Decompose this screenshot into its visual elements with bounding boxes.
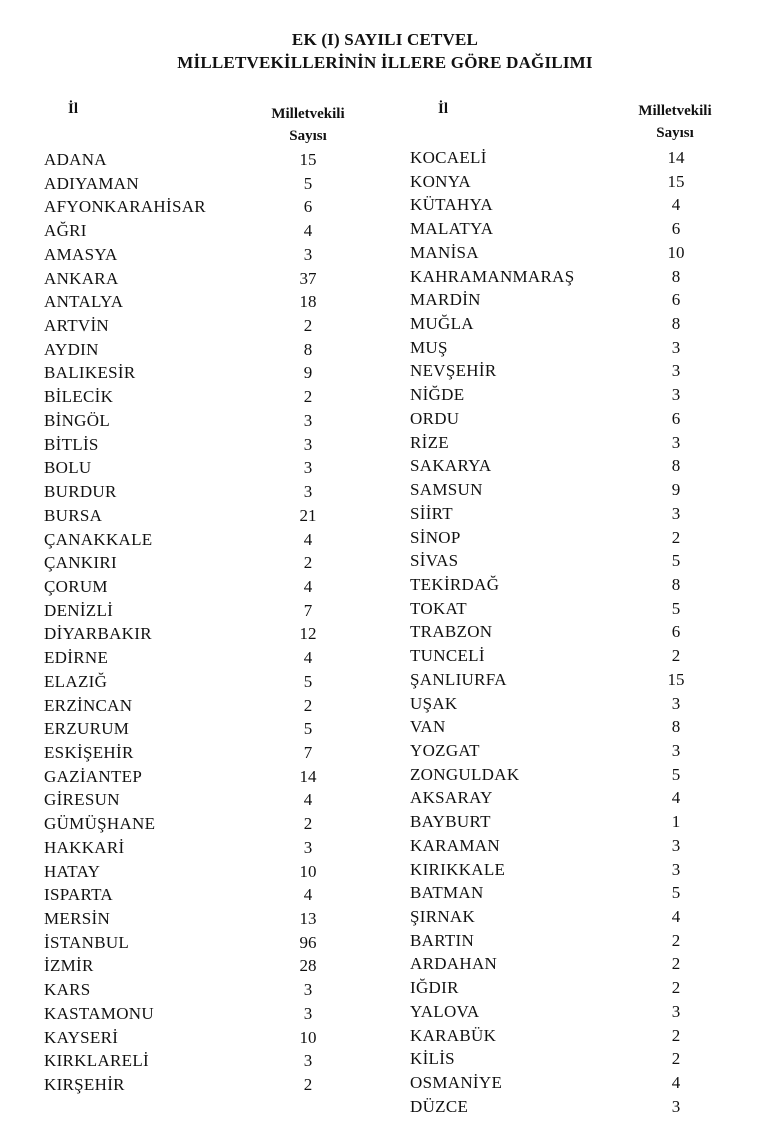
province-name: MUĞLA — [410, 314, 474, 334]
province-name: BOLU — [44, 458, 92, 478]
deputy-count: 3 — [671, 385, 681, 405]
deputy-count: 3 — [671, 1096, 681, 1116]
table-row — [410, 1024, 710, 1048]
province-name: SİVAS — [410, 551, 459, 571]
province-name: KARS — [44, 980, 91, 1000]
left-header-count-line2: Sayısı — [289, 128, 327, 144]
deputy-count: 7 — [303, 743, 313, 762]
table-row — [44, 717, 344, 741]
deputy-count: 5 — [303, 173, 313, 193]
province-name: ZONGULDAK — [410, 764, 520, 784]
province-name: ÇANKIRI — [44, 553, 117, 573]
province-name: MERSİN — [44, 909, 111, 929]
table-row — [44, 456, 344, 480]
province-name: ÇORUM — [44, 576, 108, 596]
province-name: ERZİNCAN — [44, 695, 133, 715]
table-row — [410, 1095, 710, 1119]
deputy-count: 5 — [671, 551, 681, 571]
deputy-count: 3 — [303, 458, 313, 478]
table-row — [44, 575, 344, 599]
table-row — [410, 810, 710, 834]
province-name: SİNOP — [410, 527, 461, 547]
deputy-count: 1 — [671, 812, 681, 832]
province-name: MARDİN — [410, 290, 481, 310]
province-name: KOCAELİ — [410, 148, 487, 167]
deputy-count: 3 — [671, 859, 681, 879]
province-name: TUNCELİ — [410, 646, 485, 666]
table-row — [410, 739, 710, 763]
province-name: DENİZLİ — [44, 600, 114, 620]
table-row — [44, 694, 344, 718]
deputy-count: 96 — [299, 932, 317, 952]
deputy-count: 3 — [671, 1001, 681, 1021]
deputy-count: 5 — [671, 764, 681, 784]
table-row — [44, 1002, 344, 1026]
table-row — [410, 170, 710, 194]
deputy-count: 3 — [671, 741, 681, 760]
province-name: ANKARA — [44, 268, 119, 288]
deputy-count: 3 — [303, 980, 313, 1000]
table-row — [44, 385, 344, 409]
province-name: AĞRI — [44, 221, 87, 241]
deputy-count: 3 — [671, 432, 681, 452]
table-row — [44, 1073, 344, 1097]
table-row — [44, 741, 344, 765]
province-name: HAKKARİ — [44, 837, 125, 857]
province-name: AKSARAY — [410, 788, 493, 808]
deputy-count: 3 — [671, 361, 681, 381]
table-row — [44, 195, 344, 219]
deputy-count: 3 — [671, 835, 681, 855]
table-row — [44, 670, 344, 694]
table-row — [44, 1049, 344, 1073]
deputy-count: 4 — [671, 195, 681, 215]
title-line-2: MİLLETVEKİLLERİNİN İLLERE GÖRE DAĞILIMI — [177, 53, 593, 72]
table-row — [410, 858, 710, 882]
table-row — [410, 478, 710, 502]
deputy-count: 4 — [671, 907, 681, 927]
table-row — [44, 409, 344, 433]
table-row — [410, 620, 710, 644]
deputy-count: 2 — [303, 387, 313, 407]
deputy-count: 2 — [671, 954, 681, 974]
left-header-count — [248, 103, 368, 147]
table-row — [410, 644, 710, 668]
deputy-count: 3 — [303, 1051, 313, 1071]
table-row — [410, 834, 710, 858]
deputy-count: 5 — [671, 883, 681, 903]
province-name: TOKAT — [410, 598, 467, 618]
table-row — [410, 359, 710, 383]
province-name: ŞIRNAK — [410, 907, 476, 927]
table-row — [44, 954, 344, 978]
deputy-count: 15 — [667, 171, 685, 191]
deputy-count: 2 — [303, 695, 313, 715]
table-row — [410, 526, 710, 550]
deputy-count: 2 — [671, 978, 681, 998]
table-row — [410, 715, 710, 739]
deputy-count: 3 — [303, 837, 313, 857]
deputy-count: 4 — [303, 885, 313, 905]
table-row — [44, 622, 344, 646]
table-row — [410, 1071, 710, 1095]
table-row — [410, 336, 710, 360]
deputy-count: 10 — [299, 861, 317, 881]
table-row — [44, 361, 344, 385]
province-name: KONYA — [410, 171, 471, 191]
deputy-count: 6 — [671, 622, 681, 642]
table-row — [410, 431, 710, 455]
deputy-count: 3 — [671, 503, 681, 523]
province-name: KIRŞEHİR — [44, 1075, 125, 1095]
table-row — [410, 1047, 710, 1071]
province-name: VAN — [410, 717, 446, 737]
deputy-count: 3 — [303, 482, 313, 502]
province-name: YOZGAT — [410, 741, 480, 760]
province-name: OSMANİYE — [410, 1073, 503, 1093]
province-name: KAHRAMANMARAŞ — [410, 266, 575, 286]
province-name: BAYBURT — [410, 812, 491, 832]
table-row — [410, 146, 710, 170]
province-name: MUŞ — [410, 337, 448, 357]
province-name: ARDAHAN — [410, 954, 498, 974]
right-header-count — [615, 100, 735, 144]
deputy-count: 8 — [671, 456, 681, 476]
deputy-count: 4 — [303, 576, 313, 596]
table-row — [44, 646, 344, 670]
table-row — [44, 836, 344, 860]
table-row — [44, 290, 344, 314]
deputy-count: 4 — [303, 529, 313, 549]
deputy-count: 8 — [671, 717, 681, 737]
province-name: BARTIN — [410, 930, 475, 950]
table-row — [410, 692, 710, 716]
deputy-count: 3 — [671, 693, 681, 713]
deputy-count: 5 — [303, 719, 313, 739]
province-name: EDİRNE — [44, 648, 109, 668]
table-row — [44, 907, 344, 931]
table-row — [410, 929, 710, 953]
deputy-count: 4 — [303, 648, 313, 668]
table-row — [44, 219, 344, 243]
province-name: MALATYA — [410, 219, 494, 239]
province-name: ISPARTA — [44, 885, 114, 905]
deputy-count: 6 — [671, 219, 681, 239]
table-row — [44, 978, 344, 1002]
table-row — [410, 288, 710, 312]
deputy-count: 3 — [671, 337, 681, 357]
table-row — [44, 812, 344, 836]
province-name: AFYONKARAHİSAR — [44, 197, 206, 217]
table-row — [410, 241, 710, 265]
province-name: DÜZCE — [410, 1096, 469, 1116]
table-row — [44, 765, 344, 789]
province-name: KASTAMONU — [44, 1003, 154, 1023]
left-header-il: İl — [67, 101, 78, 117]
deputy-count: 2 — [303, 814, 313, 834]
deputy-count: 10 — [667, 242, 685, 262]
province-name: KÜTAHYA — [410, 195, 493, 215]
table-row — [410, 668, 710, 692]
province-name: ERZURUM — [44, 719, 130, 739]
deputy-count: 6 — [303, 197, 313, 217]
table-row — [410, 976, 710, 1000]
table-row — [410, 573, 710, 597]
province-name: ANTALYA — [44, 292, 124, 312]
province-name: ARTVİN — [44, 316, 109, 336]
deputy-count: 37 — [299, 268, 317, 288]
deputy-count: 8 — [671, 314, 681, 334]
province-name: NEVŞEHİR — [410, 361, 497, 381]
province-name: MANİSA — [410, 242, 479, 262]
province-name: DİYARBAKIR — [44, 624, 152, 644]
table-row — [410, 763, 710, 787]
deputy-count: 4 — [303, 790, 313, 810]
table-row — [410, 1000, 710, 1024]
province-name: BİLECİK — [44, 387, 114, 407]
table-row — [44, 883, 344, 907]
table-row — [44, 267, 344, 291]
table-row — [44, 314, 344, 338]
province-name: İSTANBUL — [44, 932, 130, 952]
deputy-count: 5 — [303, 671, 313, 691]
province-name: KARABÜK — [410, 1025, 497, 1045]
province-name: TRABZON — [410, 622, 493, 642]
table-row — [44, 551, 344, 575]
province-name: GAZİANTEP — [44, 766, 143, 786]
table-row — [44, 1026, 344, 1050]
deputy-count: 28 — [299, 956, 317, 976]
province-name: ADANA — [44, 150, 107, 169]
table-row — [410, 383, 710, 407]
province-name: UŞAK — [410, 693, 458, 713]
deputy-count: 2 — [303, 316, 313, 336]
province-name: ESKİŞEHİR — [44, 743, 134, 762]
province-name: AMASYA — [44, 244, 118, 264]
right-header-count-line1: Milletvekili — [638, 103, 712, 119]
table-row — [410, 407, 710, 431]
deputy-count: 3 — [303, 410, 313, 430]
province-name: YALOVA — [410, 1001, 480, 1021]
province-name: IĞDIR — [410, 978, 459, 998]
right-header-count-line2: Sayısı — [656, 125, 694, 141]
table-row — [410, 549, 710, 573]
deputy-count: 10 — [299, 1027, 317, 1047]
table-row — [44, 504, 344, 528]
deputy-count: 2 — [671, 1025, 681, 1045]
province-name: SAMSUN — [410, 480, 483, 500]
province-name: BİNGÖL — [44, 410, 111, 430]
deputy-count: 15 — [299, 150, 317, 169]
table-row — [410, 217, 710, 241]
deputy-count: 5 — [671, 598, 681, 618]
table-row — [410, 265, 710, 289]
table-row — [410, 502, 710, 526]
province-name: ŞANLIURFA — [410, 669, 507, 689]
table-row — [44, 860, 344, 884]
deputy-count: 3 — [303, 244, 313, 264]
deputy-count: 4 — [671, 1073, 681, 1093]
deputy-count: 14 — [667, 148, 685, 167]
deputy-count: 2 — [303, 553, 313, 573]
table-row — [410, 312, 710, 336]
deputy-count: 2 — [303, 1075, 313, 1095]
table-row — [44, 599, 344, 623]
province-name: KİLİS — [410, 1049, 455, 1069]
deputy-count: 13 — [299, 909, 317, 929]
table-row — [44, 172, 344, 196]
deputy-count: 14 — [299, 766, 317, 786]
deputy-count: 6 — [671, 408, 681, 428]
province-name: İZMİR — [44, 956, 94, 976]
deputy-count: 2 — [671, 1049, 681, 1069]
title-line-1: EK (I) SAYILI CETVEL — [291, 30, 479, 49]
table-row — [44, 338, 344, 362]
province-name: KAYSERİ — [44, 1027, 119, 1047]
table-row — [410, 905, 710, 929]
deputy-count: 21 — [299, 505, 317, 525]
province-name: GİRESUN — [44, 790, 120, 810]
table-row — [44, 433, 344, 457]
province-name: GÜMÜŞHANE — [44, 814, 156, 834]
table-row — [410, 597, 710, 621]
deputy-count: 9 — [671, 480, 681, 500]
deputy-count: 4 — [671, 788, 681, 808]
province-name: SİİRT — [410, 503, 453, 523]
province-name: KIRIKKALE — [410, 859, 506, 879]
province-name: ORDU — [410, 408, 460, 428]
province-name: KIRKLARELİ — [44, 1051, 149, 1071]
deputy-count: 2 — [671, 527, 681, 547]
deputy-count: 2 — [671, 646, 681, 666]
province-name: BURSA — [44, 505, 103, 525]
table-row — [410, 454, 710, 478]
deputy-count: 7 — [303, 600, 313, 620]
table-row — [410, 193, 710, 217]
province-name: HATAY — [44, 861, 101, 881]
province-name: TEKİRDAĞ — [410, 574, 500, 594]
province-name: BALIKESİR — [44, 363, 136, 383]
table-row — [410, 881, 710, 905]
province-name: ELAZIĞ — [44, 671, 108, 691]
table-row — [44, 528, 344, 552]
province-name: AYDIN — [44, 339, 99, 359]
deputy-count: 2 — [671, 930, 681, 950]
deputy-count: 9 — [303, 363, 313, 383]
deputy-count: 4 — [303, 221, 313, 241]
table-row — [410, 952, 710, 976]
deputy-count: 8 — [671, 574, 681, 594]
province-name: BATMAN — [410, 883, 484, 903]
left-header-count-line1: Milletvekili — [271, 106, 345, 122]
province-name: BURDUR — [44, 482, 117, 502]
province-name: KARAMAN — [410, 835, 500, 855]
deputy-count: 6 — [671, 290, 681, 310]
table-row — [410, 786, 710, 810]
table-row — [44, 931, 344, 955]
deputy-count: 15 — [667, 669, 685, 689]
province-name: NİĞDE — [410, 385, 465, 405]
table-row — [44, 480, 344, 504]
deputy-count: 3 — [303, 434, 313, 454]
deputy-count: 12 — [299, 624, 317, 644]
deputy-count: 8 — [303, 339, 313, 359]
table-row — [44, 788, 344, 812]
table-row — [44, 243, 344, 267]
deputy-count: 3 — [303, 1003, 313, 1023]
province-name: ÇANAKKALE — [44, 529, 153, 549]
province-name: RİZE — [410, 432, 449, 452]
deputy-count: 18 — [299, 292, 317, 312]
table-row — [44, 148, 344, 172]
province-name: BİTLİS — [44, 434, 99, 454]
province-name: ADIYAMAN — [44, 173, 139, 193]
province-name: SAKARYA — [410, 456, 492, 476]
deputy-count: 8 — [671, 266, 681, 286]
right-header-il: İl — [437, 101, 448, 117]
